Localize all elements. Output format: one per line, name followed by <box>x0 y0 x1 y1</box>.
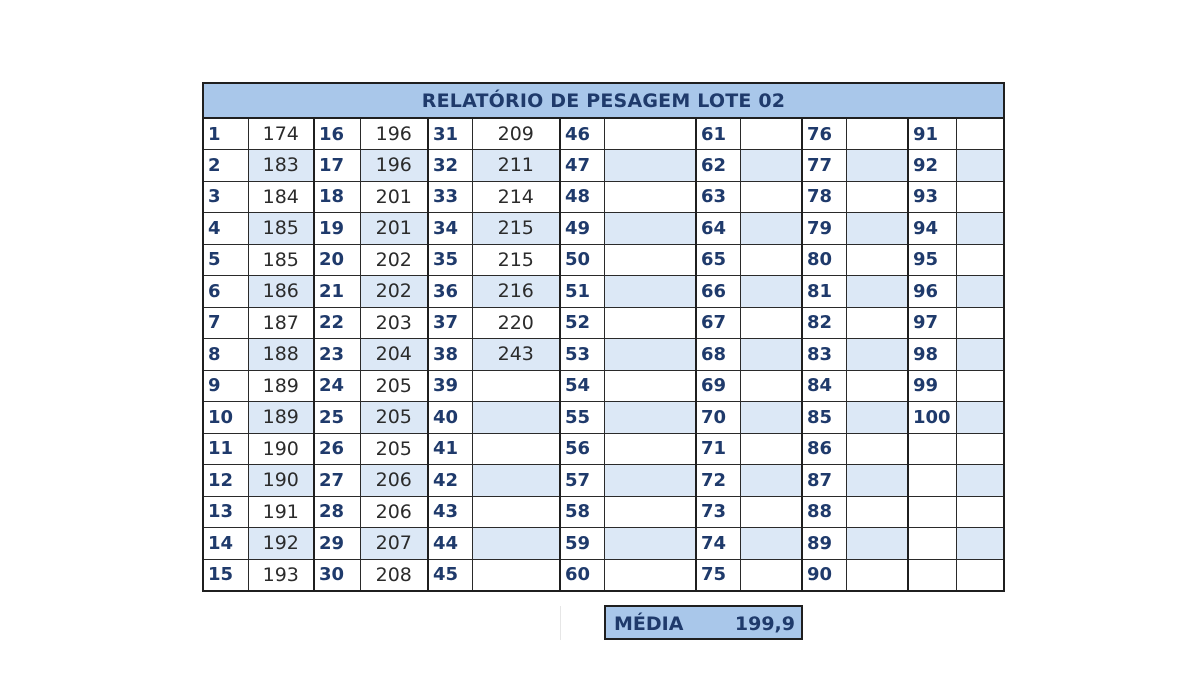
item-number: 39 <box>428 370 472 402</box>
item-number: 94 <box>908 213 956 245</box>
weight-value <box>472 433 560 465</box>
weight-value <box>604 307 696 339</box>
item-number: 72 <box>696 465 740 497</box>
table-row <box>203 307 1004 339</box>
item-number: 23 <box>314 339 360 371</box>
weight-value <box>604 181 696 213</box>
item-number: 48 <box>560 181 604 213</box>
item-number: 52 <box>560 307 604 339</box>
item-number: 20 <box>314 244 360 276</box>
item-number: 65 <box>696 244 740 276</box>
item-number: 25 <box>314 402 360 434</box>
weight-value: 205 <box>360 402 428 434</box>
weight-value <box>604 118 696 150</box>
weight-value <box>740 181 802 213</box>
weight-value <box>740 559 802 591</box>
item-number: 9 <box>203 370 248 402</box>
weight-value <box>846 118 908 150</box>
item-number: 67 <box>696 307 740 339</box>
weight-value: 220 <box>472 307 560 339</box>
item-number: 55 <box>560 402 604 434</box>
item-number: 58 <box>560 496 604 528</box>
item-number: 87 <box>802 465 846 497</box>
weight-value <box>846 181 908 213</box>
weight-value: 204 <box>360 339 428 371</box>
item-number: 70 <box>696 402 740 434</box>
item-number: 61 <box>696 118 740 150</box>
table-row <box>203 559 1004 591</box>
weight-value <box>846 370 908 402</box>
item-number: 53 <box>560 339 604 371</box>
item-number: 6 <box>203 276 248 308</box>
item-number: 50 <box>560 244 604 276</box>
item-number: 30 <box>314 559 360 591</box>
weight-value <box>740 276 802 308</box>
weight-value <box>956 244 1004 276</box>
weighing-report-table <box>202 82 1005 592</box>
table-row <box>203 244 1004 276</box>
table-row <box>203 370 1004 402</box>
weight-value <box>846 339 908 371</box>
item-number: 80 <box>802 244 846 276</box>
item-number: 35 <box>428 244 472 276</box>
average-value: 199,9 <box>734 613 795 635</box>
weight-value <box>604 528 696 560</box>
item-number: 38 <box>428 339 472 371</box>
weight-value <box>740 307 802 339</box>
weight-value <box>740 465 802 497</box>
item-number <box>908 559 956 591</box>
item-number: 18 <box>314 181 360 213</box>
item-number: 19 <box>314 213 360 245</box>
weight-value <box>846 559 908 591</box>
item-number: 81 <box>802 276 846 308</box>
item-number: 47 <box>560 150 604 182</box>
weight-value <box>846 402 908 434</box>
weight-value: 216 <box>472 276 560 308</box>
item-number: 73 <box>696 496 740 528</box>
item-number: 90 <box>802 559 846 591</box>
item-number: 8 <box>203 339 248 371</box>
weight-value <box>604 465 696 497</box>
weight-value: 209 <box>472 118 560 150</box>
weight-value <box>740 496 802 528</box>
item-number <box>908 433 956 465</box>
item-number: 99 <box>908 370 956 402</box>
weight-value <box>956 496 1004 528</box>
item-number: 54 <box>560 370 604 402</box>
item-number: 37 <box>428 307 472 339</box>
item-number <box>908 528 956 560</box>
weight-value <box>740 370 802 402</box>
weight-value <box>604 150 696 182</box>
table-row <box>203 465 1004 497</box>
weight-value <box>740 118 802 150</box>
item-number: 66 <box>696 276 740 308</box>
weight-value: 189 <box>248 402 314 434</box>
weight-value <box>740 402 802 434</box>
table-row <box>203 118 1004 150</box>
weight-value <box>740 339 802 371</box>
weight-value: 206 <box>360 465 428 497</box>
weight-value <box>846 465 908 497</box>
item-number: 98 <box>908 339 956 371</box>
item-number: 69 <box>696 370 740 402</box>
weight-value <box>956 528 1004 560</box>
item-number: 26 <box>314 433 360 465</box>
item-number: 14 <box>203 528 248 560</box>
item-number: 10 <box>203 402 248 434</box>
weight-value: 207 <box>360 528 428 560</box>
item-number: 57 <box>560 465 604 497</box>
item-number: 56 <box>560 433 604 465</box>
weight-value <box>740 150 802 182</box>
weight-value <box>472 465 560 497</box>
weight-value: 211 <box>472 150 560 182</box>
weight-value <box>604 276 696 308</box>
weight-value <box>846 276 908 308</box>
weight-value <box>956 307 1004 339</box>
weight-value: 189 <box>248 370 314 402</box>
item-number: 82 <box>802 307 846 339</box>
average-box <box>604 605 803 640</box>
weight-value: 183 <box>248 150 314 182</box>
item-number: 88 <box>802 496 846 528</box>
weight-value <box>846 433 908 465</box>
item-number: 74 <box>696 528 740 560</box>
item-number: 34 <box>428 213 472 245</box>
weight-value <box>956 433 1004 465</box>
item-number: 79 <box>802 213 846 245</box>
weight-value <box>740 213 802 245</box>
weight-value <box>956 370 1004 402</box>
item-number: 96 <box>908 276 956 308</box>
weight-value <box>604 339 696 371</box>
item-number: 91 <box>908 118 956 150</box>
item-number: 62 <box>696 150 740 182</box>
weight-value: 214 <box>472 181 560 213</box>
weight-value: 192 <box>248 528 314 560</box>
item-number: 63 <box>696 181 740 213</box>
weight-value: 190 <box>248 465 314 497</box>
item-number: 15 <box>203 559 248 591</box>
table-row <box>203 528 1004 560</box>
weight-value <box>846 528 908 560</box>
weight-value <box>956 213 1004 245</box>
item-number: 16 <box>314 118 360 150</box>
item-number: 78 <box>802 181 846 213</box>
weight-value <box>956 559 1004 591</box>
weight-value <box>846 496 908 528</box>
item-number: 44 <box>428 528 472 560</box>
weight-value: 186 <box>248 276 314 308</box>
report-title: RELATÓRIO DE PESAGEM LOTE 02 <box>203 83 1004 118</box>
item-number: 28 <box>314 496 360 528</box>
weight-value <box>956 150 1004 182</box>
table-row <box>203 150 1004 182</box>
item-number: 75 <box>696 559 740 591</box>
table-row <box>203 402 1004 434</box>
item-number: 76 <box>802 118 846 150</box>
weight-value: 196 <box>360 150 428 182</box>
item-number: 100 <box>908 402 956 434</box>
item-number: 17 <box>314 150 360 182</box>
weight-value <box>472 528 560 560</box>
item-number: 46 <box>560 118 604 150</box>
item-number: 22 <box>314 307 360 339</box>
weight-value <box>604 213 696 245</box>
item-number: 29 <box>314 528 360 560</box>
item-number: 89 <box>802 528 846 560</box>
weight-value: 205 <box>360 370 428 402</box>
item-number <box>908 465 956 497</box>
table-row <box>203 339 1004 371</box>
item-number: 1 <box>203 118 248 150</box>
table-row <box>203 496 1004 528</box>
item-number: 68 <box>696 339 740 371</box>
item-number: 11 <box>203 433 248 465</box>
weight-value <box>956 276 1004 308</box>
item-number: 86 <box>802 433 846 465</box>
weight-value: 185 <box>248 244 314 276</box>
weight-value <box>956 118 1004 150</box>
weight-value <box>846 213 908 245</box>
weight-value <box>604 370 696 402</box>
weight-value <box>846 244 908 276</box>
weight-value: 201 <box>360 213 428 245</box>
item-number: 59 <box>560 528 604 560</box>
item-number: 64 <box>696 213 740 245</box>
weight-value: 243 <box>472 339 560 371</box>
item-number: 45 <box>428 559 472 591</box>
table-row <box>203 213 1004 245</box>
weight-value <box>604 433 696 465</box>
item-number: 7 <box>203 307 248 339</box>
weight-value: 196 <box>360 118 428 150</box>
weight-value: 208 <box>360 559 428 591</box>
item-number: 27 <box>314 465 360 497</box>
weight-value: 205 <box>360 433 428 465</box>
item-number: 2 <box>203 150 248 182</box>
weight-value <box>472 559 560 591</box>
weight-value <box>740 433 802 465</box>
weight-value: 191 <box>248 496 314 528</box>
item-number: 93 <box>908 181 956 213</box>
weight-value: 203 <box>360 307 428 339</box>
table-row <box>203 276 1004 308</box>
weight-value <box>846 307 908 339</box>
weight-value: 190 <box>248 433 314 465</box>
item-number: 3 <box>203 181 248 213</box>
weight-value <box>604 244 696 276</box>
item-number: 84 <box>802 370 846 402</box>
table-row <box>203 181 1004 213</box>
item-number: 24 <box>314 370 360 402</box>
item-number: 43 <box>428 496 472 528</box>
weight-value <box>846 150 908 182</box>
item-number: 92 <box>908 150 956 182</box>
weight-value <box>604 402 696 434</box>
item-number: 40 <box>428 402 472 434</box>
item-number: 49 <box>560 213 604 245</box>
weight-value: 185 <box>248 213 314 245</box>
item-number: 60 <box>560 559 604 591</box>
item-number: 97 <box>908 307 956 339</box>
item-number: 71 <box>696 433 740 465</box>
table-row <box>203 433 1004 465</box>
weight-value <box>956 339 1004 371</box>
item-number: 83 <box>802 339 846 371</box>
item-number: 12 <box>203 465 248 497</box>
item-number: 21 <box>314 276 360 308</box>
sheet-gridline <box>560 606 561 640</box>
weight-value: 202 <box>360 276 428 308</box>
item-number: 36 <box>428 276 472 308</box>
weight-value: 174 <box>248 118 314 150</box>
weight-value <box>472 402 560 434</box>
weight-value <box>604 496 696 528</box>
weight-value: 215 <box>472 213 560 245</box>
weight-value <box>472 496 560 528</box>
weight-value <box>604 559 696 591</box>
item-number: 51 <box>560 276 604 308</box>
weight-value <box>472 370 560 402</box>
item-number: 32 <box>428 150 472 182</box>
weight-value <box>740 528 802 560</box>
item-number: 41 <box>428 433 472 465</box>
weight-value: 184 <box>248 181 314 213</box>
weight-value: 193 <box>248 559 314 591</box>
weight-value: 202 <box>360 244 428 276</box>
weight-value <box>956 181 1004 213</box>
item-number: 4 <box>203 213 248 245</box>
weight-value <box>956 465 1004 497</box>
item-number: 85 <box>802 402 846 434</box>
item-number: 13 <box>203 496 248 528</box>
item-number: 33 <box>428 181 472 213</box>
item-number: 42 <box>428 465 472 497</box>
weight-value: 188 <box>248 339 314 371</box>
item-number: 31 <box>428 118 472 150</box>
weight-value: 187 <box>248 307 314 339</box>
item-number: 5 <box>203 244 248 276</box>
weight-value <box>956 402 1004 434</box>
average-label: MÉDIA <box>614 613 684 635</box>
item-number <box>908 496 956 528</box>
item-number: 77 <box>802 150 846 182</box>
weight-value <box>740 244 802 276</box>
weight-value: 215 <box>472 244 560 276</box>
item-number: 95 <box>908 244 956 276</box>
weight-value: 201 <box>360 181 428 213</box>
weight-value: 206 <box>360 496 428 528</box>
